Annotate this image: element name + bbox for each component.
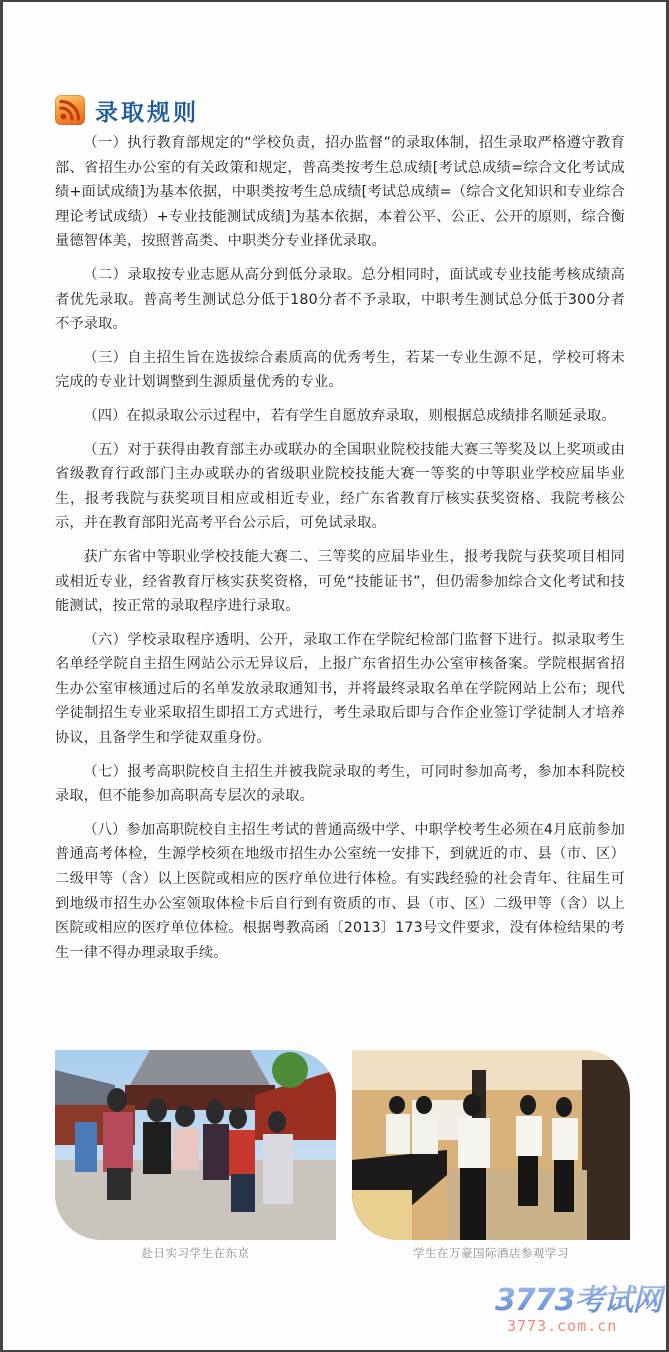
rule-paragraph-5-supplement: 获广东省中等职业学校技能大赛二、三等奖的应届毕业生，报考我院与获奖项目相同或相近专业，经省教育厅核实获奖资格，可免“技能证书”，但仍需参加综合文化考试和技能测试，按正常的录取程序进行录取。: [55, 548, 625, 615]
rss-icon: [55, 95, 85, 125]
rule-paragraph-8: （八）参加高职院校自主招生考试的普通高级中学、中职学校考生必须在4月底前参加普通高考体检，生源学校须在地级市招生办公室统一安排下，到就近的市、县（市、区）二级甲等（含）以上医院或相应的医疗单位进行体检。有实践经验的社会青年、往届生可到地级市招生办公室领取体检卡后自行到有资质的市、县（市、区）二级甲等（含）以上医院或相应的医疗单位体检。根据粤教高函〔2013〕173号文件要求，没有体检结果的考生一律不得办理录取手续。: [55, 821, 625, 961]
rule-paragraph-1: （一）执行教育部规定的“学校负责，招办监督”的录取体制，招生录取严格遵守教育部、省招生办公室的有关政策和规定，普高类按考生总成绩[考试总成绩=综合文化考试成绩+面试成绩]为基本依据，中职类按考生总成绩[考试总成绩=（综合文化知识和专业综合理论考试成绩）+专业技能测试成绩]为基本依据，本着公平、公正、公开的原则，综合衡量德智体美，按照普高类、中职类分专业择优录取。: [55, 135, 625, 250]
students-in-tokyo-photo: [55, 1050, 336, 1240]
section-title: 录取规则: [95, 99, 199, 126]
admission-rules-content: [55, 131, 625, 974]
section-header: [55, 93, 199, 127]
photo-gallery: [55, 1050, 635, 1260]
photo-caption-marriott: 学生在万豪国际酒店参观学习: [413, 1246, 569, 1260]
students-at-marriott-hotel-photo: [352, 1050, 630, 1240]
rule-paragraph-7: （七）报考高职院校自主招生并被我院录取的考生，可同时参加高考，参加本科院校录取，但不能参加高职高专层次的录取。: [55, 763, 625, 805]
rule-paragraph-5: （五）对于获得由教育部主办或联办的全国职业院校技能大赛三等奖及以上奖项或由省级教育行政部门主办或联办的省级职业院校技能大赛一等奖的中等职业学校应届毕业生，报考我院与获奖项目相应或相近专业，经广东省教育厅核实获奖资格、我院考核公示，并在教育部阳光高考平台公示后，可免试录取。: [55, 441, 625, 532]
watermark-url: 3773.com.cn: [507, 1317, 618, 1335]
rule-paragraph-6: （六）学校录取程序透明、公开，录取工作在学院纪检部门监督下进行。拟录取考生名单经学院自主招生网站公示无异议后，上报广东省招生办公室审核备案。学院根据省招生办公室审核通过后的名单发放录取通知书，并将最终录取名单在学院网站上公布；现代学徒制招生专业采取招生即招工方式进行，考生录取后即与合作企业签订学徒制人才培养协议，且备学生和学徒双重身份。: [55, 631, 625, 747]
site-watermark: [495, 1285, 665, 1340]
rule-paragraph-2: （二）录取按专业志愿从高分到低分录取。总分相同时，面试或专业技能考核成绩高者优先录取。普高考生测试总分低于180分者不予录取，中职考生测试总分低于300分者不予录取。: [55, 266, 625, 333]
watermark-logo: 3773考试网: [495, 1285, 665, 1317]
rule-paragraph-3: （三）自主招生旨在选拔综合素质高的优秀考生，若某一专业生源不足，学校可将未完成的专业计划调整到生源质量优秀的专业。: [55, 349, 625, 391]
photo-caption-tokyo: 赴日实习学生在东京: [141, 1246, 250, 1260]
rule-paragraph-4: （四）在拟录取公示过程中，若有学生自愿放弃录取，则根据总成绩排名顺延录取。: [83, 407, 616, 424]
